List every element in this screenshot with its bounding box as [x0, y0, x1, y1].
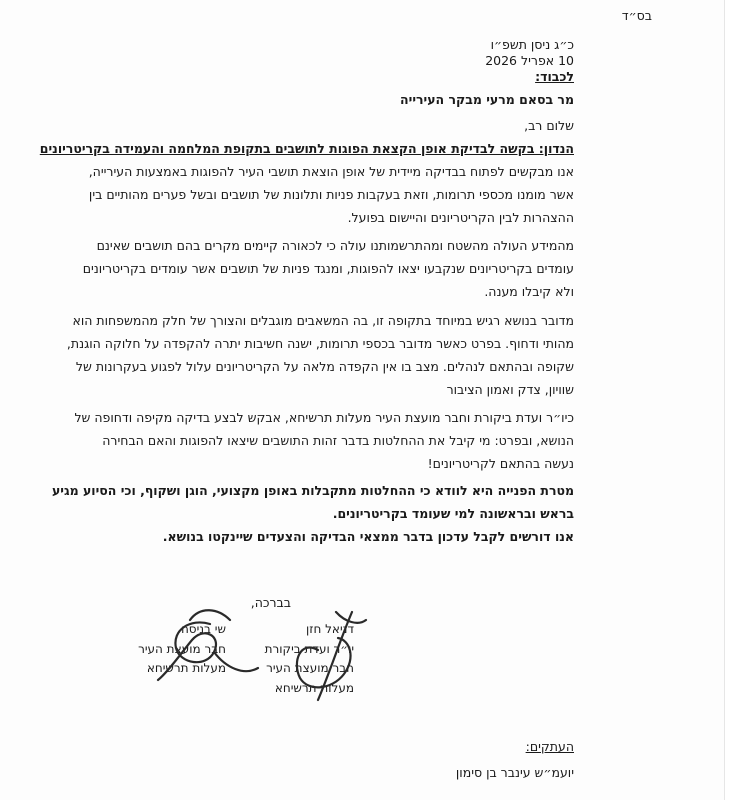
greeting: שלום רב,: [524, 118, 574, 133]
paragraph-line: נעשה בהתאם לקריטריונים!: [427, 456, 574, 471]
cc-item: יועמ״ש עינבר בן סימון: [455, 765, 574, 780]
paragraph-line: שקופה ובהתאם לנהלים. מצב בו אין הקפדה מלאה על הקריטריונים עלול לפגוע בעקרונות של: [75, 359, 574, 374]
paragraph-line: אנו דורשים לקבל עדכון בדבר ממצאי הבדיקה והצעדים שיינקטו בנושא.: [162, 529, 574, 544]
signer-right-block: [265, 620, 354, 698]
recipient: מר בסאם מרעי מבקר העירייה: [400, 92, 574, 107]
signer-line: מעלות תרשיחא: [274, 680, 354, 695]
closing: בברכה,: [250, 595, 291, 610]
signer-line: חבר מועצת העיר: [138, 641, 226, 656]
paragraph-line: ולא קיבלו מענה.: [484, 284, 574, 299]
paragraph-line: אשר מומנו מכספי תרומות, וזאת בעקבות פניות ותלונות של תושבים ובשל פערים מהותיים בין: [88, 187, 574, 202]
paragraph-line: מהותי ודחוף. בפרט כאשר מדובר בכספי תרומות, ישנה חשיבות יתרה להקפדה על חלוקה הוגנת,: [66, 336, 574, 351]
paragraph-line: הנושא, ובפרט: מי קיבל את ההחלטות בדבר זהות התושבים שיצאו להפוגות והאם הבחירה: [102, 433, 574, 448]
paragraph-4: [74, 406, 574, 475]
cc-label: העתקים:: [525, 739, 574, 754]
signer-line: דניאל חזן: [306, 622, 354, 636]
signer-line: מעלות תרשיחא: [146, 661, 226, 675]
to-label: לכבוד:: [535, 69, 574, 84]
paragraph-line: מדובר בנושא רגיש במיוחד בתקופה זו, בה המשאבים מוגבלים והצורך של חלק מהמשפחות הוא: [72, 313, 574, 328]
paragraph-line: מטרת הפנייה היא לוודא כי ההחלטות מתקבלות באופן מקצועי, הוגן ושקוף, וכי הסיוע מגיע: [51, 483, 574, 498]
paragraph-line: ההצהרות לבין הקריטריונים והיישום בפועל.: [347, 210, 574, 225]
signer-line: חבר מועצת העיר: [266, 661, 354, 675]
paragraph-line: כיו״ר ועדת ביקורת וחבר מועצת העיר מעלות תרשיחא, אבקש לבצע בדיקה מקיפה ודחופה של: [74, 410, 574, 425]
paragraph-5: [51, 479, 574, 548]
signer-left-block: [138, 620, 226, 679]
signer-line: יו״ר ועדת ביקורת: [264, 641, 354, 656]
paragraph-3: [66, 309, 574, 401]
hebrew-date: כ״ג ניסן תשפ״ו: [490, 37, 574, 52]
paragraph-2: [82, 234, 574, 303]
paragraph-1: [88, 160, 574, 229]
subject-line: הנדון: בקשה לבדיקת אופן הקצאת הפוגות לתושבים בתקופת המלחמה והעמידה בקריטריונים: [39, 141, 574, 156]
signer-line: שי בניסה: [180, 622, 226, 636]
bsd-header: בס״ד: [621, 8, 652, 23]
paragraph-line: שוויון, צדק ואמון הציבור: [446, 382, 574, 397]
gregorian-date: 10 אפריל 2026: [485, 53, 574, 68]
paragraph-line: עומדים בקריטריונים שנקבעו יצאו להפוגות, ומנגד פניות של תושבים אשר עומדים בקריטריונים: [82, 261, 574, 276]
paragraph-line: מהמידע העולה מהשטח ומהתרשמותנו עולה כי לכאורה קיימים מקרים בהם תושבים שאינם: [96, 238, 574, 253]
paragraph-line: בראש ובראשונה למי שעומד בקריטריונים.: [332, 506, 574, 521]
paragraph-line: אנו מבקשים לפתוח בבדיקה מיידית של אופן הוצאת תושבי העיר להפוגות באמצעות העירייה,: [88, 164, 574, 179]
